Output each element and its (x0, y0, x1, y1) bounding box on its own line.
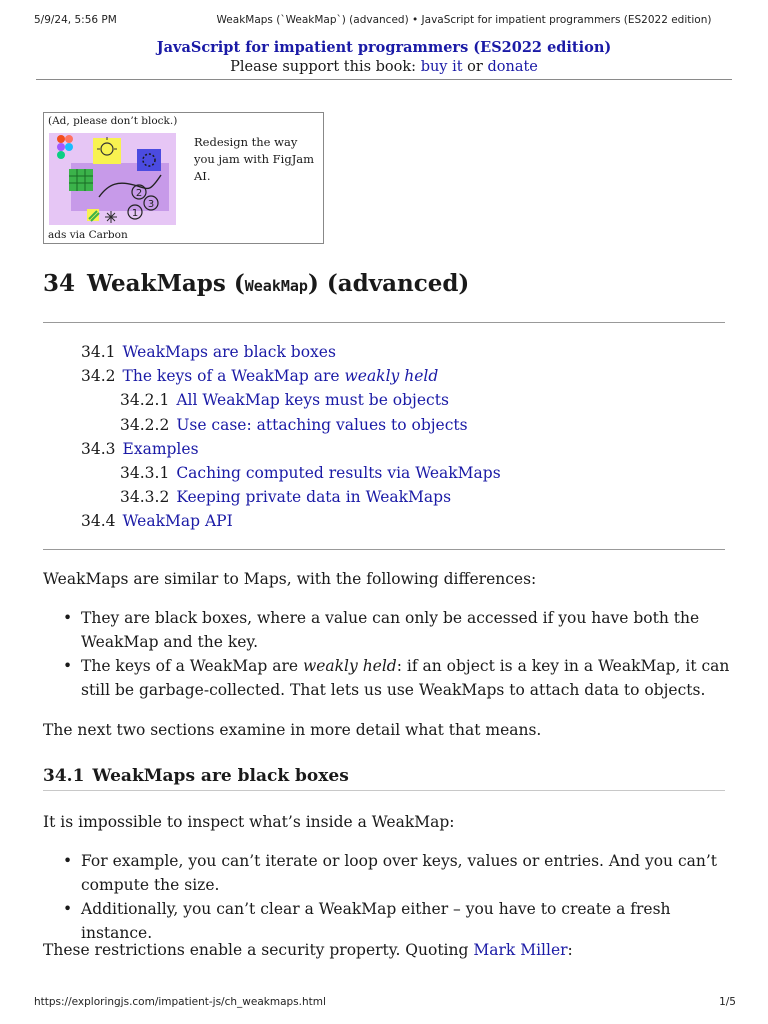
table-of-contents (81, 340, 501, 534)
figjam-illustration (49, 133, 176, 225)
toc-number: 34.2 (81, 367, 116, 386)
ad-image-number: 1 (131, 208, 139, 219)
ad-note: (Ad, please don’t block.) (48, 115, 178, 127)
chapter-title-text: WeakMaps ( (87, 270, 245, 297)
toc-link[interactable]: Use case: attaching values to objects (176, 415, 468, 434)
toc-item[interactable] (81, 388, 501, 412)
list-item-text: The keys of a WeakMap are (81, 657, 303, 675)
print-document-title: WeakMaps (`WeakMap`) (advanced) • JavaScript for impatient programmers (ES2022 edition) (216, 14, 712, 26)
toc-divider-top (43, 322, 725, 323)
chapter-title (43, 268, 469, 302)
toc-number: 34.2.1 (120, 391, 170, 410)
list-item: • They are black boxes, where a value can only be accessed if you have both the WeakMap and the key. (43, 606, 733, 654)
ad-text[interactable]: Redesign the way you jam with FigJam AI. (194, 135, 315, 183)
ad-image-number: 2 (135, 188, 143, 199)
list-item (43, 654, 733, 702)
toc-link-text: The keys of a WeakMap are (122, 367, 345, 386)
toc-item[interactable] (81, 413, 501, 437)
carbon-ad[interactable] (43, 112, 324, 244)
toc-item[interactable] (81, 461, 501, 485)
ad-image[interactable] (49, 133, 176, 225)
print-header (0, 14, 768, 30)
toc-link-emphasis: weakly held (344, 367, 439, 386)
toc-item[interactable] (81, 340, 501, 364)
ads-via-carbon[interactable]: ads via Carbon (48, 229, 128, 241)
toc-number: 34.3 (81, 439, 116, 458)
intro-bullet-list (43, 606, 733, 702)
chapter-title-code: WeakMap (244, 277, 308, 295)
section-heading (43, 763, 349, 789)
toc-link[interactable] (123, 367, 439, 385)
toc-number: 34.3.1 (120, 463, 170, 482)
section-number: 34.1 (43, 766, 85, 786)
toc-link[interactable]: All WeakMap keys must be objects (176, 391, 449, 410)
or-text: or (462, 59, 488, 75)
book-title-link[interactable]: JavaScript for impatient programmers (ES2022 edition) (156, 39, 612, 56)
toc-item[interactable] (81, 485, 501, 509)
print-date: 5/9/24, 5:56 PM (34, 14, 117, 26)
list-item: • Additionally, you can’t clear a WeakMap either – you have to create a fresh instance. (43, 897, 733, 945)
ad-image-number: 3 (147, 199, 155, 210)
toc-link[interactable]: Keeping private data in WeakMaps (176, 488, 452, 507)
toc-link[interactable]: WeakMaps are black boxes (122, 343, 336, 361)
toc-link[interactable]: Caching computed results via WeakMaps (176, 463, 501, 482)
list-item: • For example, you can’t iterate or loop over keys, values or entries. And you can’t compute the size. (43, 849, 733, 897)
toc-number: 34.2.2 (120, 415, 170, 434)
toc-number: 34.3.2 (120, 488, 170, 507)
print-footer (0, 996, 768, 1012)
intro-paragraph: WeakMaps are similar to Maps, with the following differences: (43, 570, 537, 588)
toc-link[interactable]: Examples (122, 439, 199, 458)
toc-divider-bottom (43, 549, 725, 550)
list-item-text: : if an object is a key in a WeakMap, it can still be garbage-collected. That lets us use WeakMaps to attach data to objects. (81, 657, 730, 699)
support-prefix: Please support this book: (230, 59, 421, 75)
page-counter: 1/5 (719, 996, 736, 1008)
toc-item[interactable] (81, 437, 501, 461)
quote-intro-paragraph (43, 938, 733, 962)
mark-miller-link[interactable]: Mark Miller (473, 941, 568, 959)
section-paragraph: It is impossible to inspect what’s inside a WeakMap: (43, 813, 455, 831)
paragraph-text: These restrictions enable a security property. Quoting (43, 941, 474, 959)
chapter-number: 34 (43, 270, 76, 297)
section-bullet-list (43, 849, 733, 945)
section-divider (43, 790, 725, 791)
support-line (0, 57, 768, 77)
toc-link[interactable]: WeakMap API (122, 512, 233, 531)
intro-closing-paragraph: The next two sections examine in more detail what that means. (43, 721, 542, 739)
print-url: https://exploringjs.com/impatient-js/ch_weakmaps.html (34, 996, 326, 1008)
book-banner (0, 38, 768, 77)
donate-link[interactable]: donate (487, 59, 538, 75)
section-title: WeakMaps are black boxes (92, 766, 349, 786)
toc-item[interactable] (81, 509, 501, 533)
banner-divider (36, 79, 732, 80)
chapter-title-suffix: ) (advanced) (307, 270, 470, 297)
toc-number: 34.4 (81, 512, 116, 531)
buy-it-link[interactable]: buy it (420, 59, 463, 75)
paragraph-text: : (567, 941, 573, 959)
toc-number: 34.1 (81, 343, 116, 361)
toc-item[interactable] (81, 364, 501, 388)
list-item-emphasis: weakly held (302, 657, 397, 675)
